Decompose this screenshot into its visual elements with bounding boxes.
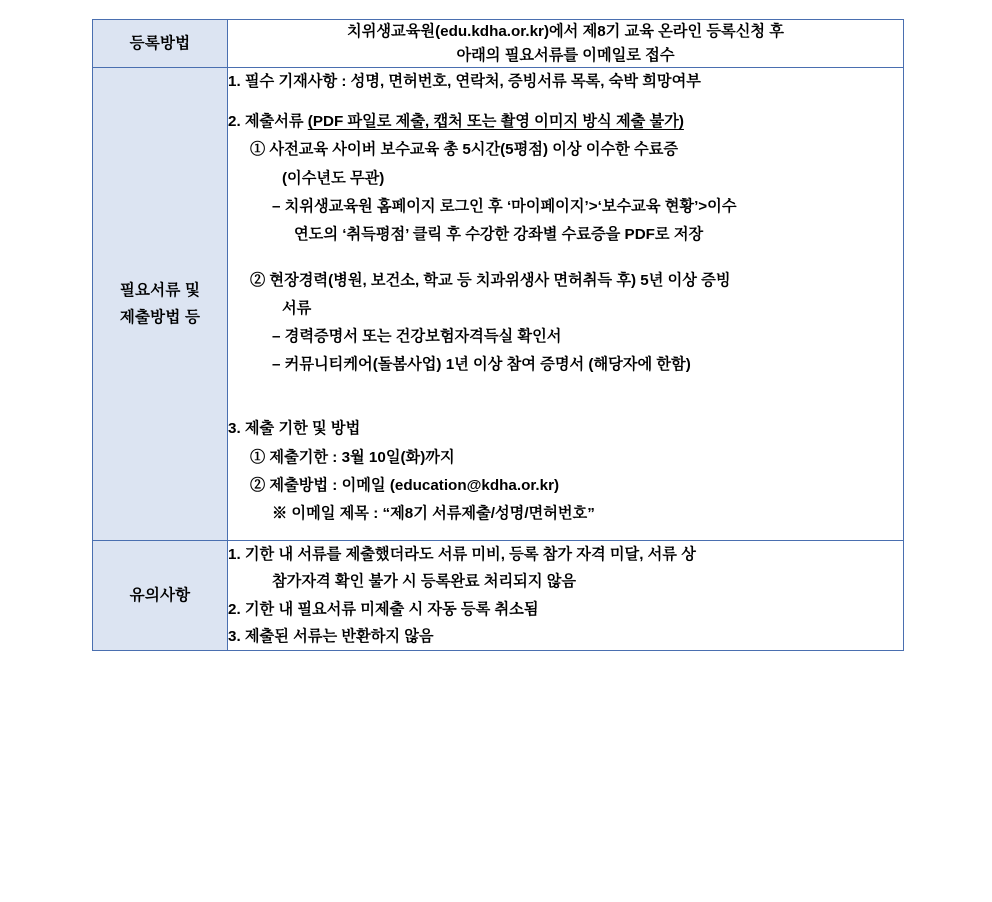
row-content-notices bbox=[228, 540, 904, 650]
required-docs-item-2-sub-2-dash-1: – 경력증명서 또는 건강보험자격득실 확인서 bbox=[272, 328, 562, 346]
notice-item-1-cont: 참가자격 확인 불가 시 등록완료 처리되지 않음 bbox=[272, 573, 577, 591]
required-docs-item-1-text: 1. 필수 기재사항 : 성명, 면허번호, 연락처, 증빙서류 목록, 숙박 희망여부 bbox=[228, 73, 701, 91]
required-docs-item-2-sub-2-dash-2: – 커뮤니티케어(돌봄사업) 1년 이상 참여 증명서 (해당자에 한함) bbox=[272, 356, 691, 374]
required-docs-item-2-sub-2-cont: 서류 bbox=[282, 300, 312, 317]
required-docs-item-2-prefix: 2. 제출서류 bbox=[228, 113, 308, 131]
row-label-registration-method: 등록방법 bbox=[93, 20, 228, 68]
table-row-registration-method bbox=[93, 20, 904, 68]
registration-method-line-1: 치위생교육원(edu.kdha.or.kr)에서 제8기 교육 온라인 등록신청 후 bbox=[347, 23, 784, 40]
required-docs-item-3-note: ※ 이메일 제목 : “제8기 서류제출/성명/면허번호” bbox=[272, 504, 595, 522]
required-docs-item-2 bbox=[228, 108, 903, 379]
spacer-2 bbox=[228, 391, 903, 415]
spacer-1 bbox=[228, 249, 903, 267]
notice-item-3: 3. 제출된 서류는 반환하지 않음 bbox=[228, 627, 434, 645]
required-docs-item-2-underlined: (PDF 파일로 제출, 캡처 또는 촬영 이미지 방식 제출 불가) bbox=[307, 113, 684, 131]
required-docs-item-3-head: 3. 제출 기한 및 방법 bbox=[228, 420, 361, 438]
required-docs-item-2-sub-1-cont: (이수년도 무관) bbox=[282, 169, 385, 187]
required-docs-item-2-sub-1: ① 사전교육 사이버 보수교육 총 5시간(5평점) 이상 이수한 수료증 bbox=[250, 141, 679, 159]
required-docs-item-3-sub-2: ② 제출방법 : 이메일 (education@kdha.or.kr) bbox=[250, 476, 560, 494]
table-row-notices bbox=[93, 540, 904, 650]
required-docs-item-3 bbox=[228, 415, 903, 528]
required-docs-item-2-head bbox=[228, 108, 903, 136]
row-content-required-documents bbox=[228, 68, 904, 541]
row-label-required-documents-line-2: 제출방법 등 bbox=[119, 309, 201, 326]
required-docs-item-3-sub-1: ① 제출기한 : 3월 10일(화)까지 bbox=[250, 448, 455, 466]
row-label-required-documents bbox=[93, 68, 228, 541]
required-docs-item-2-sub-1-dash-1: – 치위생교육원 홈페이지 로그인 후 ‘마이페이지’>‘보수교육 현황’>이수 bbox=[272, 197, 737, 215]
required-docs-item-2-sub-1-dash-1-cont: 연도의 ‘취득평점’ 클릭 후 수강한 강좌별 수료증을 PDF로 저장 bbox=[294, 225, 704, 243]
row-content-registration-method bbox=[228, 20, 904, 68]
notice-item-1: 1. 기한 내 서류를 제출했더라도 서류 미비, 등록 참가 자격 미달, 서류 상 bbox=[228, 545, 696, 563]
registration-method-line-2: 아래의 필요서류를 이메일로 접수 bbox=[456, 46, 675, 64]
row-label-notices: 유의사항 bbox=[93, 540, 228, 650]
registration-info-table bbox=[92, 19, 904, 651]
required-docs-item-2-sub-2: ② 현장경력(병원, 보건소, 학교 등 치과위생사 면허취득 후) 5년 이상 증빙 bbox=[250, 271, 731, 289]
row-label-required-documents-line-1: 필요서류 및 bbox=[119, 281, 201, 299]
required-docs-item-1 bbox=[228, 68, 903, 96]
table-row-required-documents bbox=[93, 68, 904, 541]
notice-item-2: 2. 기한 내 필요서류 미제출 시 자동 등록 취소됨 bbox=[228, 600, 539, 618]
